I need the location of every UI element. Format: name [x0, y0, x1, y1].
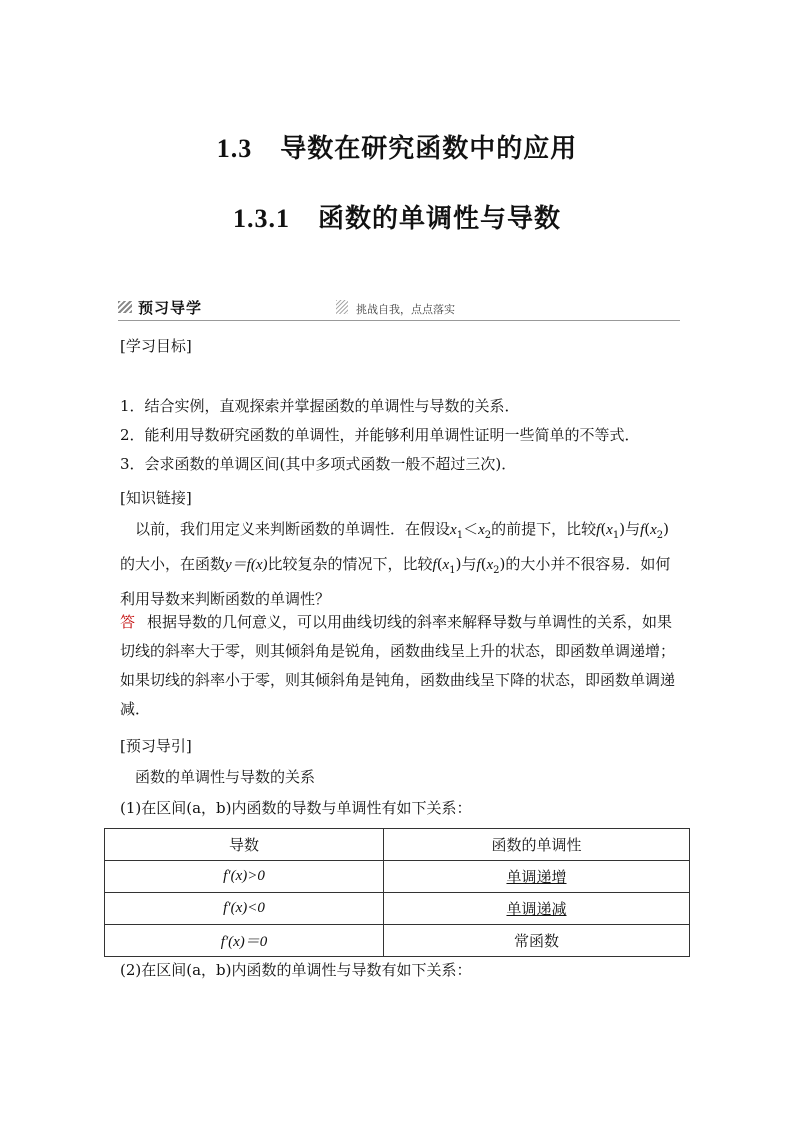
guide-label: [预习导引]	[120, 737, 192, 755]
table-cell: 常函数	[384, 925, 690, 957]
header-monotonicity: 函数的单调性	[384, 829, 690, 861]
stripe-separator-icon	[336, 300, 348, 314]
table-header-row	[105, 829, 690, 861]
subsection-number: 1.3.1	[232, 204, 290, 233]
section-bar-title: 预习导学	[138, 299, 203, 317]
preview-section-bar	[118, 296, 680, 321]
link-label: [知识链接]	[120, 489, 192, 507]
goals-label: [学习目标]	[120, 337, 192, 355]
table-cell: f′(x)>0	[105, 861, 384, 893]
stripe-marker-icon	[118, 301, 132, 313]
answer-paragraph	[120, 608, 682, 724]
table-cell: f′(x)<0	[105, 893, 384, 925]
link-paragraph: 以前，我们用定义来判断函数的单调性．在假设$x_1<x_2$的前提下，比较$f(x_1)$与$f(x_2)$的大小，在函数y＝f(x)比较复杂的情况下，比较$f(x_1)$与$f(x_2)$的大小并不很容易．如何利用导数来判断函数的单调性？	[120, 520, 671, 608]
table-row	[105, 861, 690, 893]
section-number: 1.3	[216, 134, 253, 163]
answer-text: 根据导数的几何意义，可以用曲线切线的斜率来解释导数与单调性的关系，如果切线的斜率大于零，则其倾斜角是锐角，函数曲线呈上升的状态，即函数单调递增；如果切线的斜率小于零，则其倾斜角是钝角，函数曲线呈下降的状态，即函数单调递减．	[120, 613, 676, 718]
guide-item-2: (2)在区间(a，b)内函数的单调性与导数有如下关系：	[120, 961, 472, 979]
derivative-monotonicity-table	[104, 828, 690, 957]
section-title: 导数在研究函数中的应用	[280, 134, 578, 164]
table-cell: 单调递增	[384, 861, 690, 893]
subsection-heading	[0, 198, 794, 235]
table-cell: f′(x)＝0	[105, 925, 384, 957]
section-bar-slogan: 挑战自我，点点落实	[356, 303, 455, 316]
table-row	[105, 893, 690, 925]
answer-mark: 答	[120, 613, 136, 631]
goal-item-2: 2．能利用导数研究函数的单调性，并能够利用单调性证明一些简单的不等式．	[120, 426, 640, 444]
subsection-title: 函数的单调性与导数	[317, 204, 561, 234]
guide-heading: 函数的单调性与导数的关系	[135, 768, 316, 786]
table-cell: 单调递减	[384, 893, 690, 925]
header-derivative: 导数	[105, 829, 384, 861]
guide-item-1: (1)在区间(a，b)内函数的导数与单调性有如下关系：	[120, 799, 472, 817]
goal-item-3: 3．会求函数的单调区间(其中多项式函数一般不超过三次)．	[120, 455, 517, 473]
section-heading	[0, 128, 794, 165]
table-row	[105, 925, 690, 957]
goal-item-1: 1．结合实例，直观探索并掌握函数的单调性与导数的关系．	[120, 397, 520, 415]
